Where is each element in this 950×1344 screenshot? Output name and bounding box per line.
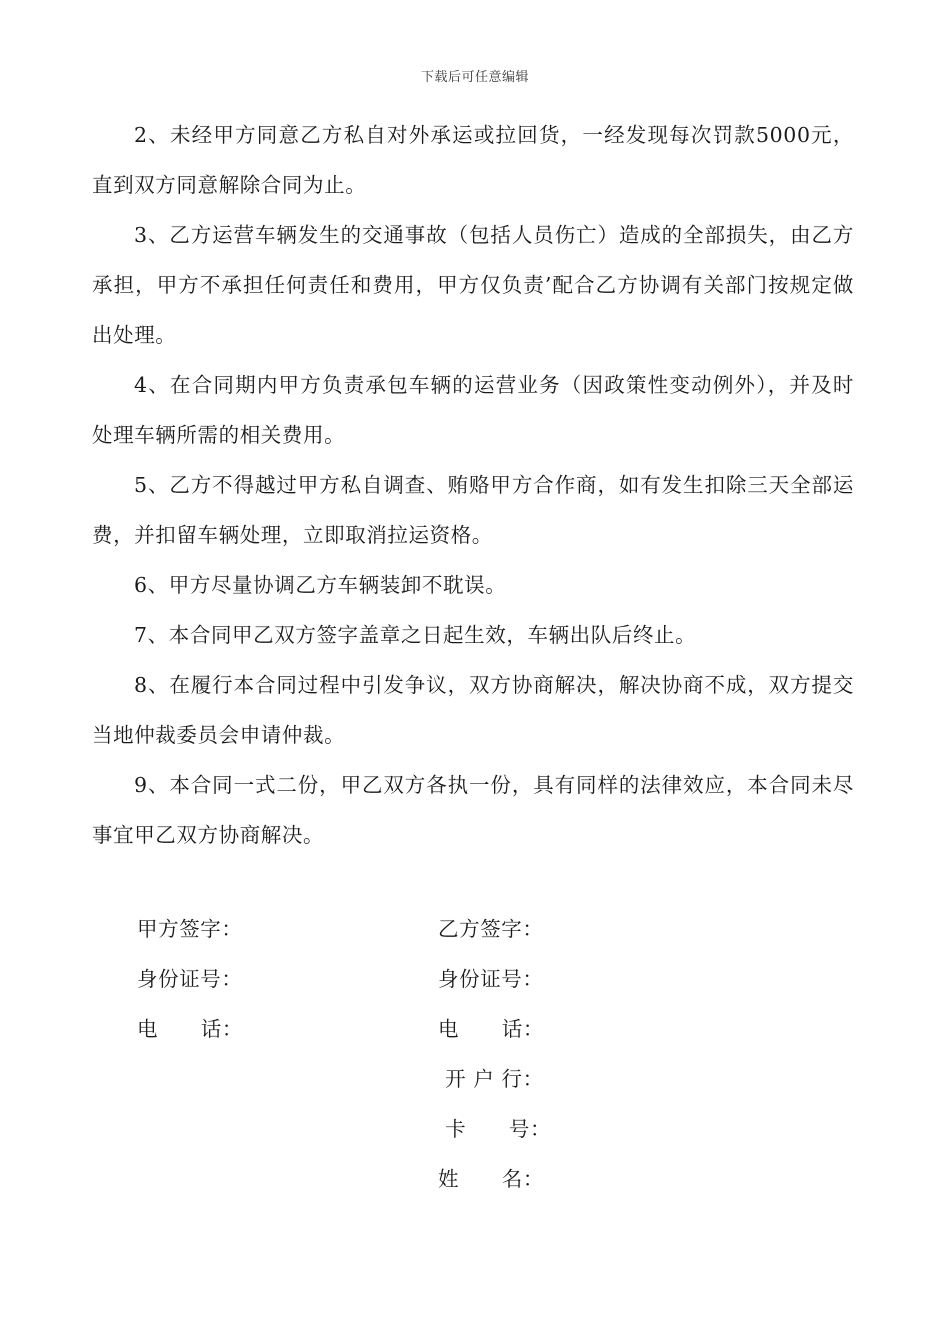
- party-a-signature-block: [137, 904, 397, 1054]
- clause-7: 7、本合同甲乙双方签字盖章之日起生效，车辆出队后终止。: [134, 623, 697, 647]
- clause-6: 6、甲方尽量协调乙方车辆装卸不耽误。: [134, 573, 507, 597]
- clause-5: 5、乙方不得越过甲方私自调查、贿赂甲方合作商，如有发生扣除三天全部运费，并扣留车辆处理，立即取消拉运资格。: [92, 473, 854, 547]
- party-b-name-label: 姓 名：: [438, 1167, 544, 1191]
- party-a-id-label: 身份证号：: [137, 967, 243, 991]
- contract-clauses: [92, 110, 854, 860]
- party-b-signature-block: [438, 904, 738, 1204]
- party-b-phone-label: 电 话：: [438, 1017, 544, 1041]
- party-b-id-label: 身份证号：: [438, 967, 544, 991]
- clause-2: 2、未经甲方同意乙方私自对外承运或拉回货，一经发现每次罚款5000元，直到双方同意解除合同为止。: [92, 123, 854, 197]
- clause-3: 3、乙方运营车辆发生的交通事故（包括人员伤亡）造成的全部损失，由乙方承担，甲方不承担任何责任和费用，甲方仅负责’配合乙方协调有关部门按规定做出处理。: [92, 223, 854, 347]
- clause-8: 8、在履行本合同过程中引发争议，双方协商解决，解决协商不成，双方提交当地仲裁委员会申请仲裁。: [92, 673, 854, 747]
- party-b-bank-label: 开 户 行：: [438, 1067, 544, 1091]
- clause-9: 9、本合同一式二份，甲乙双方各执一份，具有同样的法律效应，本合同未尽事宜甲乙双方协商解决。: [92, 773, 854, 847]
- page-header: 下载后可任意编辑: [420, 70, 529, 85]
- party-a-phone-label: 电 话：: [137, 1017, 243, 1041]
- party-a-signature-label: 甲方签字：: [137, 917, 243, 941]
- party-b-signature-label: 乙方签字：: [438, 917, 544, 941]
- clause-4: 4、在合同期内甲方负责承包车辆的运营业务（因政策性变动例外），并及时处理车辆所需的相关费用。: [92, 373, 854, 447]
- party-b-card-label: 卡 号：: [438, 1117, 552, 1141]
